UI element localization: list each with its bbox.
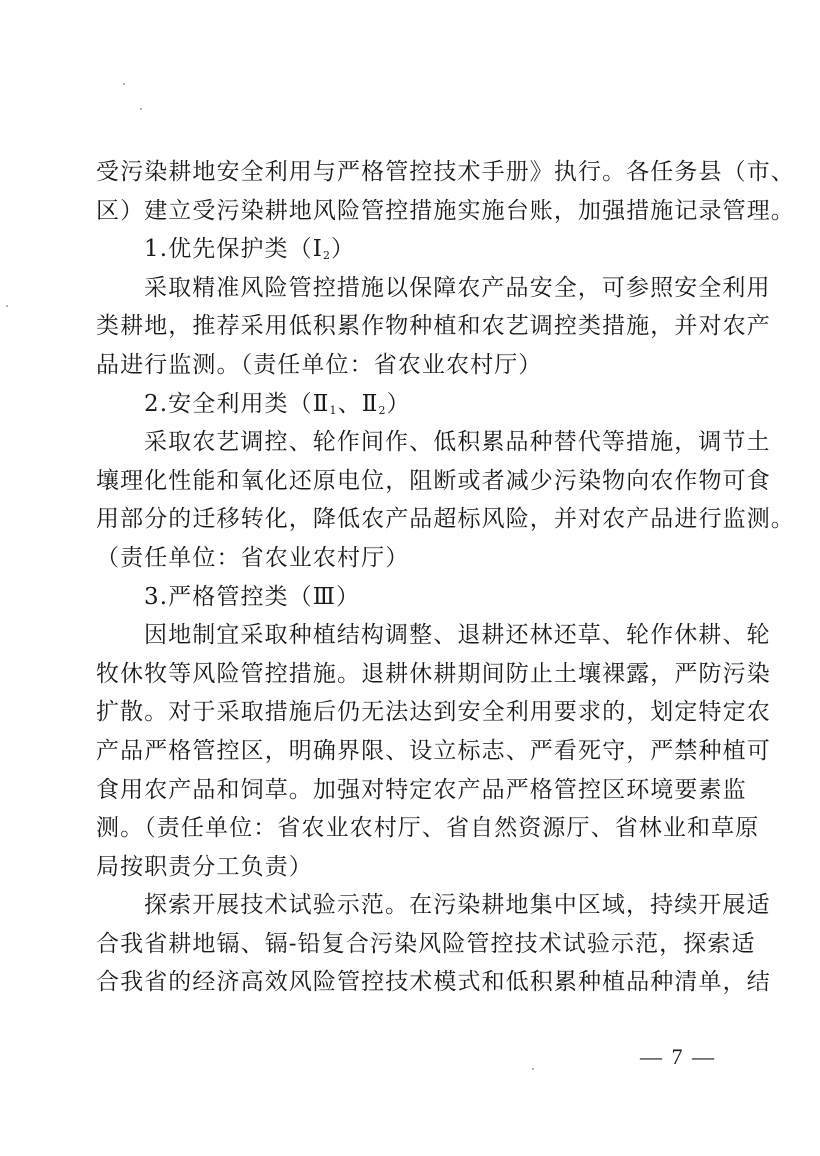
body-line: 合我省的经济高效风险管控技术模式和低积累种植品种清单，结 (96, 969, 771, 996)
body-line: 合我省耕地镉、镉-铅复合污染风险管控技术试验示范，探索适 (96, 930, 756, 957)
heading-text: 1.优先保护类（Ⅰ (144, 236, 323, 263)
scan-speck (123, 83, 125, 85)
body-line: 扩散。对于采取措施后仍无法达到安全利用要求的，划定特定农 (96, 699, 771, 726)
heading-text-end: ） (331, 236, 356, 263)
heading-text: 2.安全利用类（Ⅱ (144, 390, 330, 417)
paragraph-first-line: 采取精准风险管控措施以保障农产品安全，可参照安全利用 (144, 274, 771, 301)
scan-speck (140, 108, 142, 110)
paragraph-first-line: 因地制宜采取种植结构调整、退耕还林还草、轮作休耕、轮 (144, 622, 771, 649)
body-line: （责任单位：省农业农村厅） (96, 544, 410, 571)
scan-speck (532, 1068, 534, 1070)
section-heading-priority-protection (96, 230, 708, 269)
page-number: — 7 — (640, 1044, 716, 1069)
body-line: 局按职责分工负责） (96, 853, 313, 880)
body-line: 用部分的迁移转化，降低农产品超标风险，并对农产品进行监测。 (96, 506, 795, 533)
document-body (96, 153, 795, 1002)
scan-speck (6, 305, 8, 307)
heading-text-mid: 、Ⅱ (337, 390, 379, 417)
heading-subscript: 1 (329, 403, 338, 417)
section-heading-strict-control: 3.严格管控类（Ⅲ） (144, 583, 361, 610)
body-line: 牧休牧等风险管控措施。退耕休耕期间防止土壤裸露，严防污染 (96, 660, 771, 687)
heading-subscript: 2 (378, 403, 387, 417)
body-line: 区）建立受污染耕地风险管控措施实施台账，加强措施记录管理。 (96, 197, 795, 224)
paragraph-first-line: 采取农艺调控、轮作间作、低积累品种替代等措施，调节土 (144, 429, 771, 456)
heading-subscript: 2 (322, 249, 332, 263)
body-line: 产品严格管控区，明确界限、设立标志、严看死守，严禁种植可 (96, 737, 771, 764)
body-line: 品进行监测。（责任单位：省农业农村厅） (96, 351, 543, 378)
body-line: 食用农产品和饲草。加强对特定农产品严格管控区环境要素监 (96, 776, 747, 803)
section-heading-safe-use (96, 385, 708, 424)
heading-text-end: ） (386, 390, 411, 417)
body-line: 壤理化性能和氧化还原电位，阻断或者减少污染物向农作物可食 (96, 467, 771, 494)
body-line: 受污染耕地安全利用与严格管控技术手册》执行。各任务县（市、 (96, 159, 795, 185)
body-line: 类耕地，推荐采用低积累作物种植和农艺调控类措施，并对农产 (96, 313, 771, 340)
body-line: 测。（责任单位：省农业农村厅、省自然资源厅、省林业和草原 (96, 815, 760, 842)
paragraph-first-line: 探索开展技术试验示范。在污染耕地集中区域，持续开展适 (144, 892, 771, 919)
